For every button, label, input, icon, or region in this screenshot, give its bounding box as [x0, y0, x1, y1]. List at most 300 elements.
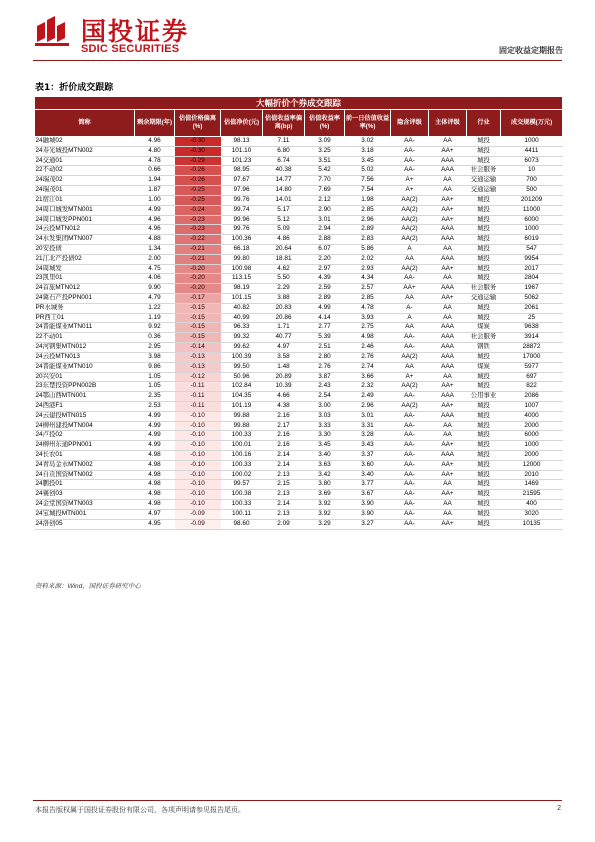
table-row [35, 254, 563, 264]
table-cell: 99.76 [221, 225, 263, 235]
table-cell: 3.01 [305, 215, 345, 225]
table-cell: 700 [501, 176, 563, 186]
table-cell: 1.00 [135, 195, 175, 205]
table-cell: 3.29 [305, 519, 345, 529]
table-cell: AA [429, 480, 467, 490]
table-cell: 3.66 [345, 372, 391, 382]
table-cell: -0.20 [175, 264, 221, 274]
table-cell: 100.38 [221, 490, 263, 500]
table-cell: 3.27 [345, 519, 391, 529]
table-cell: 5.39 [305, 333, 345, 343]
column-header: 前一日估值收益率(%) [345, 110, 391, 137]
table-cell: 1.71 [263, 323, 305, 333]
table-cell: 1000 [501, 137, 563, 147]
table-cell: 城投 [467, 352, 501, 362]
table-header-row [35, 110, 563, 137]
table-cell: -0.10 [175, 441, 221, 451]
table-cell: 2.20 [305, 254, 345, 264]
table-cell: 100.33 [221, 500, 263, 510]
table-row [35, 451, 563, 461]
table-cell: 25 [501, 313, 563, 323]
table-row [35, 372, 563, 382]
table-cell: AA+ [429, 294, 467, 304]
table-cell: 2.16 [263, 431, 305, 441]
table-cell: -0.22 [175, 235, 221, 245]
table-cell: -0.11 [175, 382, 221, 392]
table-cell: AA [391, 362, 429, 372]
table-cell: 2.96 [345, 215, 391, 225]
table-cell: A [391, 244, 429, 254]
table-cell: AA- [391, 392, 429, 402]
table-cell: 2.51 [305, 343, 345, 353]
table-cell: 24鹏投01 [35, 480, 135, 490]
table-cell: 21595 [501, 490, 563, 500]
table-cell: 城投 [467, 500, 501, 510]
table-cell: 99.88 [221, 421, 263, 431]
column-header: 简称 [35, 110, 135, 137]
table-cell: -0.11 [175, 392, 221, 402]
table-cell: 2.85 [345, 294, 391, 304]
table-row [35, 244, 563, 254]
table-cell: 697 [501, 372, 563, 382]
table-cell: 4.99 [135, 441, 175, 451]
table-cell: AA(2) [391, 215, 429, 225]
table-cell: 5.50 [263, 274, 305, 284]
table-cell: 3.18 [345, 146, 391, 156]
table-cell: 4.99 [135, 421, 175, 431]
table-cell: 2000 [501, 451, 563, 461]
table-cell: 2.13 [263, 509, 305, 519]
table-cell: -0.15 [175, 303, 221, 313]
table-cell: -0.10 [175, 411, 221, 421]
table-cell: -0.09 [175, 519, 221, 529]
table-cell: 城投 [467, 313, 501, 323]
table-cell: 97.67 [221, 176, 263, 186]
table-cell: -0.21 [175, 254, 221, 264]
table-cell: 城投 [467, 490, 501, 500]
column-header: 剩余期限(年) [135, 110, 175, 137]
table-cell: -0.23 [175, 225, 221, 235]
table-cell: 2.80 [305, 352, 345, 362]
table-cell: 3.80 [305, 480, 345, 490]
table-cell: 98.60 [221, 519, 263, 529]
table-cell: -0.15 [175, 333, 221, 343]
table-cell: 4.96 [135, 225, 175, 235]
table-cell: 7.70 [305, 176, 345, 186]
table-cell: 3.02 [345, 137, 391, 147]
table-cell: 24寿光城投MTN002 [35, 146, 135, 156]
table-cell: 98.95 [221, 166, 263, 176]
logo-english-text: SDIC SECURITIES [81, 43, 180, 55]
table-cell: AA+ [429, 382, 467, 392]
table-cell: 4.98 [135, 451, 175, 461]
table-cell: 24长农01 [35, 451, 135, 461]
table-cell: 3.60 [345, 460, 391, 470]
table-cell: AA [429, 137, 467, 147]
table-cell: 4411 [501, 146, 563, 156]
table-cell: 24卢投02 [35, 431, 135, 441]
table-cell: -0.13 [175, 362, 221, 372]
table-row [35, 411, 563, 421]
table-cell: 2.00 [135, 254, 175, 264]
table-cell: -0.11 [175, 401, 221, 411]
table-cell: 4000 [501, 411, 563, 421]
table-cell: 2.90 [305, 205, 345, 215]
table-cell: 22不动02 [35, 166, 135, 176]
table-cell: 2.96 [345, 401, 391, 411]
table-cell: 5.09 [263, 225, 305, 235]
table-cell: 5062 [501, 294, 563, 304]
table-cell: -0.10 [175, 460, 221, 470]
table-cell: 99.76 [221, 195, 263, 205]
table-cell: 6000 [501, 431, 563, 441]
table-cell: 3.40 [345, 470, 391, 480]
table-cell: 2.59 [305, 284, 345, 294]
table-cell: 40.82 [221, 303, 263, 313]
table-row [35, 186, 563, 196]
table-cell: 4.97 [135, 509, 175, 519]
table-cell: 3.51 [305, 156, 345, 166]
table-cell: 城投 [467, 195, 501, 205]
table-cell: 21江北产投债02 [35, 254, 135, 264]
table-cell: 9.90 [135, 284, 175, 294]
table-cell: -0.26 [175, 166, 221, 176]
table-body [35, 137, 563, 530]
table-cell: 2.17 [263, 421, 305, 431]
table-row [35, 421, 563, 431]
table-cell: 3.92 [305, 509, 345, 519]
table-cell: AAA [429, 352, 467, 362]
table-cell: -0.15 [175, 323, 221, 333]
table-cell: AA- [391, 411, 429, 421]
column-header: 估值收益率偏离(bp) [263, 110, 305, 137]
table-cell: 24洛创05 [35, 519, 135, 529]
table-cell: 96.33 [221, 323, 263, 333]
table-cell: 28872 [501, 343, 563, 353]
table-cell: AA(2) [391, 352, 429, 362]
table-cell: AA+ [429, 146, 467, 156]
table-cell: AA- [391, 333, 429, 343]
table-cell: 98.19 [221, 284, 263, 294]
table-cell: 7.69 [305, 186, 345, 196]
column-header: 行业 [467, 110, 501, 137]
table-cell: 3.90 [345, 509, 391, 519]
table-cell: 2.12 [305, 195, 345, 205]
table-cell: 9954 [501, 254, 563, 264]
table-cell: 城投 [467, 205, 501, 215]
table-row [35, 470, 563, 480]
table-row [35, 166, 563, 176]
table-cell: 2.02 [345, 254, 391, 264]
table-cell: 2.43 [305, 382, 345, 392]
table-cell: 煤炭 [467, 323, 501, 333]
table-cell: 113.15 [221, 274, 263, 284]
table-cell: 3.63 [305, 460, 345, 470]
table-cell: 5.86 [345, 244, 391, 254]
table-cell: 4.99 [305, 303, 345, 313]
table-cell: 3.77 [345, 480, 391, 490]
table-cell: 2.53 [135, 401, 175, 411]
table-cell: AA- [391, 500, 429, 510]
table-cell: 城投 [467, 480, 501, 490]
table-cell: 3.45 [345, 156, 391, 166]
table-cell: -0.20 [175, 284, 221, 294]
table-cell: -0.17 [175, 294, 221, 304]
table-cell: 2.13 [263, 470, 305, 480]
sdic-emblem-icon [33, 12, 75, 50]
table-cell: 6000 [501, 215, 563, 225]
table-cell: AAA [429, 392, 467, 402]
table-cell: AA- [391, 421, 429, 431]
table-cell: 20.64 [263, 244, 305, 254]
table-cell: 20安投债 [35, 244, 135, 254]
table-cell: 城投 [467, 146, 501, 156]
table-title: 表1：折价成交跟踪 [35, 83, 114, 93]
column-header: 估值价格偏离(%) [175, 110, 221, 137]
table-cell: 3.67 [345, 490, 391, 500]
table-cell: 城投 [467, 303, 501, 313]
table-cell: 2.46 [345, 343, 391, 353]
table-cell: 24柳州东通PPN001 [35, 441, 135, 451]
table-cell: AAA [429, 156, 467, 166]
table-row [35, 441, 563, 451]
table-cell: AA(2) [391, 195, 429, 205]
table-cell: 5.42 [305, 166, 345, 176]
table-cell: 4.99 [135, 205, 175, 215]
source-note: 资料来源：Wind，国投证券研究中心 [35, 583, 141, 590]
table-cell: 3.98 [135, 352, 175, 362]
table-cell: 2.54 [305, 392, 345, 402]
table-cell: 交通运输 [467, 294, 501, 304]
table-cell: AA(2) [391, 225, 429, 235]
table-row [35, 362, 563, 372]
table-cell: 6019 [501, 235, 563, 245]
table-cell: 2.09 [263, 519, 305, 529]
table-cell: 14.01 [263, 195, 305, 205]
header-divider [33, 60, 562, 61]
table-cell: -0.25 [175, 186, 221, 196]
table-cell: 6.74 [263, 156, 305, 166]
table-cell: -0.14 [175, 343, 221, 353]
table-cell: 城投 [467, 509, 501, 519]
table-cell: 2.95 [135, 343, 175, 353]
table-row [35, 392, 563, 402]
table-cell: -0.09 [175, 509, 221, 519]
table-cell: AA- [391, 156, 429, 166]
table-cell: 2010 [501, 470, 563, 480]
table-cell: 2.14 [263, 500, 305, 510]
table-cell: -0.25 [175, 195, 221, 205]
table-cell: 5.17 [263, 205, 305, 215]
table-cell: 24鄂山西MTN001 [35, 392, 135, 402]
table-row [35, 519, 563, 529]
table-cell: 2061 [501, 303, 563, 313]
table-cell: 城投 [467, 411, 501, 421]
table-cell: AA- [391, 460, 429, 470]
table-cell: 城投 [467, 137, 501, 147]
table-cell: -0.26 [175, 176, 221, 186]
table-cell: -0.24 [175, 205, 221, 215]
table-cell: 547 [501, 244, 563, 254]
table-cell: 2.85 [345, 205, 391, 215]
table-cell: 1.48 [263, 362, 305, 372]
table-cell: 9.92 [135, 323, 175, 333]
table-cell: 24瑞茂02 [35, 176, 135, 186]
table-cell: AA+ [429, 401, 467, 411]
table-cell: 城投 [467, 225, 501, 235]
table-cell: -0.21 [175, 244, 221, 254]
table-cell: 7.54 [345, 186, 391, 196]
table-cell: AAA [429, 333, 467, 343]
table-cell: 城投 [467, 421, 501, 431]
table-cell: AA [429, 313, 467, 323]
table-cell: 6073 [501, 156, 563, 166]
table-cell: 社会服务 [467, 284, 501, 294]
table-cell: 3.58 [263, 352, 305, 362]
discount-trade-table [34, 96, 562, 530]
table-cell: AA+ [429, 215, 467, 225]
table-cell: 24青岛金水MTN002 [35, 460, 135, 470]
table-cell: 社会服务 [467, 333, 501, 343]
table-cell: 2.15 [263, 480, 305, 490]
table-cell: 1.34 [135, 244, 175, 254]
table-row [35, 205, 563, 215]
table-cell: 24首旅MTN012 [35, 284, 135, 294]
table-cell: 3.45 [305, 441, 345, 451]
table-cell: -0.29 [175, 156, 221, 166]
table-cell: 24交通01 [35, 156, 135, 166]
table-cell: AAA [429, 225, 467, 235]
table-cell: 10 [501, 166, 563, 176]
table-cell: 100.33 [221, 460, 263, 470]
table-cell: 2.14 [263, 460, 305, 470]
table-cell: 99.57 [221, 480, 263, 490]
table-cell: 4.98 [135, 490, 175, 500]
table-cell: 24冀石产投PPN001 [35, 294, 135, 304]
table-cell: 2.16 [263, 411, 305, 421]
table-cell: 1.94 [135, 176, 175, 186]
table-cell: AA+ [429, 519, 467, 529]
table-cell: 40.77 [263, 333, 305, 343]
table-cell: AAA [429, 343, 467, 353]
table-cell: AA- [391, 480, 429, 490]
table-cell: AAA [429, 451, 467, 461]
table-cell: 城投 [467, 441, 501, 451]
table-cell: 城投 [467, 244, 501, 254]
table-row [35, 294, 563, 304]
table-cell: 1469 [501, 480, 563, 490]
table-row [35, 480, 563, 490]
table-cell: 城投 [467, 254, 501, 264]
table-cell: 2.88 [305, 235, 345, 245]
table-cell: 城投 [467, 460, 501, 470]
table-cell: -0.10 [175, 480, 221, 490]
table-cell: AA(2) [391, 264, 429, 274]
table-caption: 大幅折价个券成交跟踪 [35, 97, 563, 110]
table-cell: 1.22 [135, 303, 175, 313]
table-cell: 99.62 [221, 343, 263, 353]
table-cell: 城投 [467, 264, 501, 274]
table-cell: 7.56 [345, 176, 391, 186]
table-cell: AA [391, 254, 429, 264]
table-cell: 100.33 [221, 431, 263, 441]
table-cell: 2.83 [345, 235, 391, 245]
table-cell: 2.29 [263, 284, 305, 294]
table-row [35, 284, 563, 294]
table-cell: AA+ [429, 470, 467, 480]
table-cell: 4.14 [305, 313, 345, 323]
table-cell: 24自贡国资MTN002 [35, 470, 135, 480]
table-cell: 24周口城发MTN001 [35, 205, 135, 215]
table-cell: 4.79 [135, 294, 175, 304]
table-row [35, 431, 563, 441]
table-cell: 4.78 [345, 303, 391, 313]
table-cell: 4.78 [135, 156, 175, 166]
table-cell: 99.32 [221, 333, 263, 343]
table-cell: 3.92 [305, 500, 345, 510]
table-cell: 城投 [467, 431, 501, 441]
table-cell: 23东楚投资PPN002B [35, 382, 135, 392]
table-cell: AA+ [429, 205, 467, 215]
table-cell: AA(2) [391, 235, 429, 245]
table-cell: 4.98 [135, 500, 175, 510]
table-cell: 城投 [467, 372, 501, 382]
table-cell: -0.20 [175, 274, 221, 284]
table-cell: A+ [391, 186, 429, 196]
table-row [35, 460, 563, 470]
table-cell: -0.10 [175, 470, 221, 480]
table-cell: AA(2) [391, 205, 429, 215]
table-cell: 2.89 [345, 225, 391, 235]
table-cell: 24河钢集MTN012 [35, 343, 135, 353]
table-cell: 1967 [501, 284, 563, 294]
table-cell: 24晋能煤业MTN010 [35, 362, 135, 372]
table-row [35, 490, 563, 500]
table-cell: 100.98 [221, 264, 263, 274]
table-cell: 20兴安01 [35, 372, 135, 382]
table-cell: -0.10 [175, 451, 221, 461]
table-cell: 1.05 [135, 382, 175, 392]
table-cell: AA [429, 431, 467, 441]
table-cell: 99.80 [221, 254, 263, 264]
table-cell: 11000 [501, 205, 563, 215]
table-cell: 10.39 [263, 382, 305, 392]
table-cell: 24西港F1 [35, 401, 135, 411]
table-cell: 98.13 [221, 137, 263, 147]
table-row [35, 313, 563, 323]
table-cell: PR水城务 [35, 303, 135, 313]
table-row [35, 195, 563, 205]
table-cell: AA [429, 421, 467, 431]
report-type-label: 固定收益定期报告 [499, 46, 563, 55]
table-cell: AA [429, 303, 467, 313]
table-cell: 4.39 [305, 274, 345, 284]
table-cell: 3.31 [345, 421, 391, 431]
table-cell: 城投 [467, 274, 501, 284]
table-cell: 1000 [501, 225, 563, 235]
table-row [35, 343, 563, 353]
table-cell: 24晋能煤业MTN011 [35, 323, 135, 333]
footer-divider [33, 800, 562, 801]
table-row [35, 352, 563, 362]
table-cell: 14.77 [263, 176, 305, 186]
table-cell: AA- [391, 274, 429, 284]
table-cell: 24云建投MTN015 [35, 411, 135, 421]
table-cell: 2017 [501, 264, 563, 274]
table-cell: 2.74 [345, 362, 391, 372]
table-cell: 0.36 [135, 333, 175, 343]
table-cell: 4.34 [345, 274, 391, 284]
